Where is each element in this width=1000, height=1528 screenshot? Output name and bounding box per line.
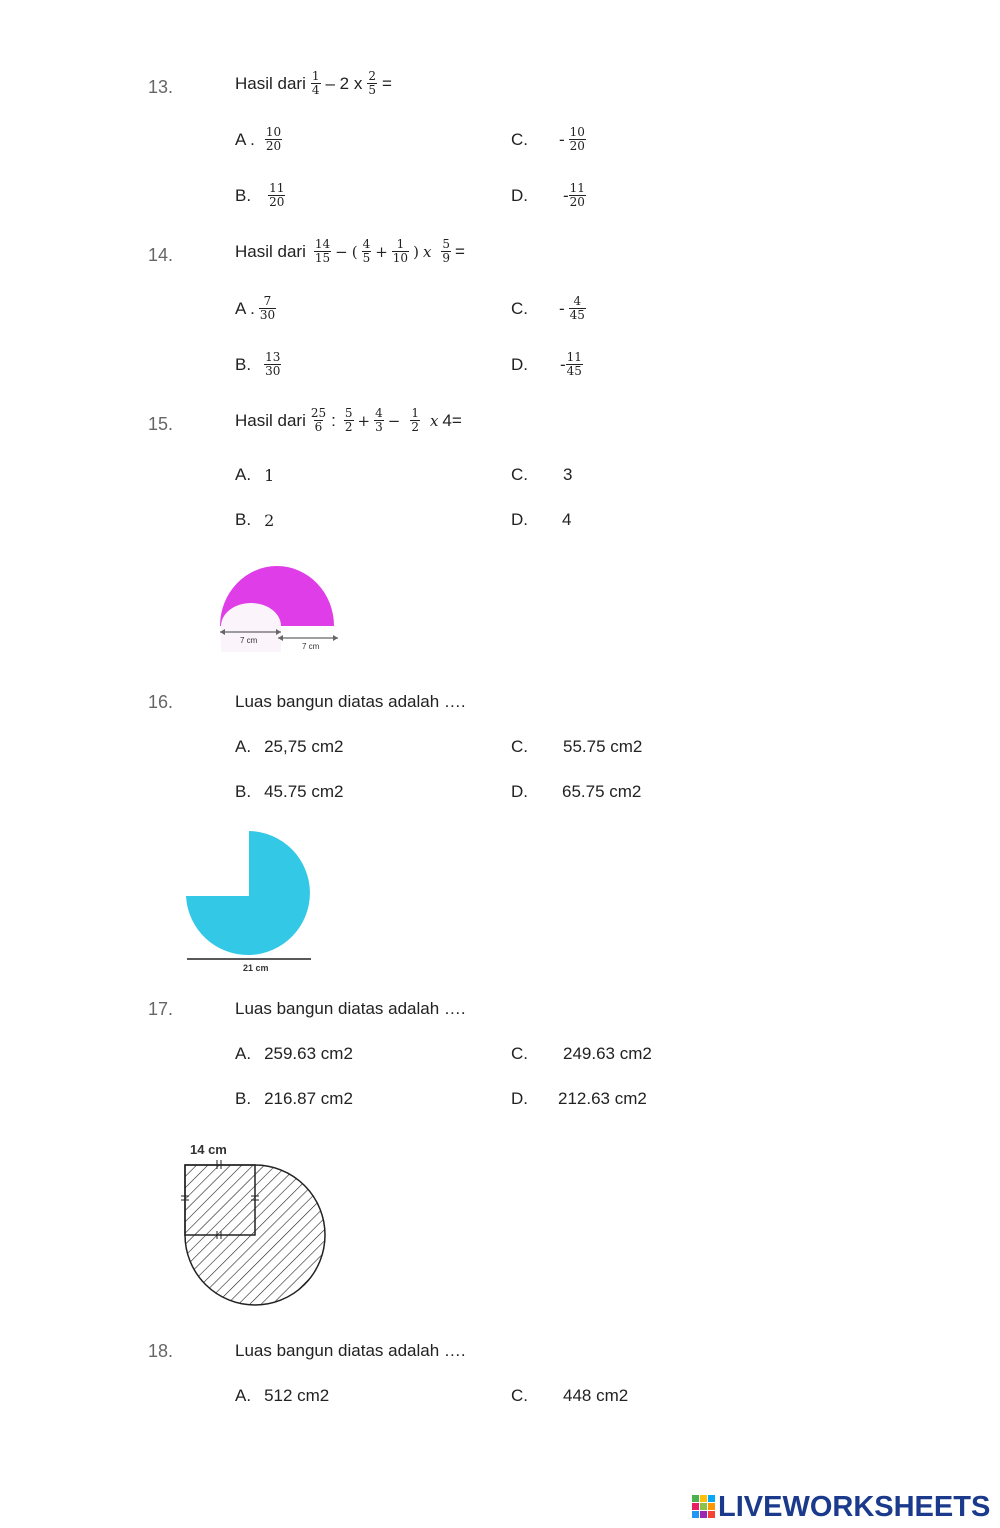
q13-option-c[interactable]: C. - $\frac{10}{20}$ (511, 125, 585, 153)
q18-hatched-figure (178, 1138, 333, 1313)
q16-option-a-value: 25,75 cm2 (264, 737, 344, 756)
q15-fraction-3: $\frac{4}{3}$ (375, 406, 383, 434)
q18-option-a[interactable]: A. 512 cm2 (235, 1386, 330, 1405)
q16-label-1: 7 cm (240, 636, 258, 645)
q14-option-a[interactable]: A . $\frac{7}{30}$ (235, 294, 276, 322)
q15-option-d-value: 4 (562, 510, 572, 529)
q17-option-c-value: 249.63 cm2 (563, 1044, 652, 1063)
q15-option-c-value: 3 (563, 465, 573, 484)
q18-label: 14 cm (190, 1142, 227, 1157)
q18-option-c-value: 448 cm2 (563, 1386, 629, 1405)
q14-option-a-value: $\frac{7}{30}$ (259, 294, 276, 322)
q13-fraction-2: $\frac{2}{5}$ (368, 69, 376, 97)
q15-fraction-1: $\frac{25}{6}$ (310, 406, 327, 434)
q16-option-b-value: 45.75 cm2 (264, 782, 344, 801)
q14-fraction-3: $\frac{1}{10}$ (392, 237, 409, 265)
question-18-number: 18. (148, 1341, 174, 1361)
q16-label-2: 7 cm (302, 642, 320, 651)
q13-option-b[interactable]: B. $\frac{11}{20}$ (235, 181, 285, 209)
q16-option-a[interactable]: A. 25,75 cm2 (235, 737, 344, 756)
q14-option-c[interactable]: C. - $\frac{4}{45}$ (511, 294, 585, 322)
q15-option-b[interactable]: B. 2 (235, 510, 275, 530)
question-16-number: 16. (148, 692, 174, 712)
question-16-text: Luas bangun diatas adalah …. (235, 692, 466, 711)
question-15-text: Hasil dari $\frac{25}{6}$ : $\frac{5}{2}$ + $\frac{4}{3}$ − $\frac{1}{2}$ x 4= (235, 406, 462, 434)
q17-option-a-value: 259.63 cm2 (264, 1044, 353, 1063)
q13-fraction-1: $\frac{1}{4}$ (311, 69, 320, 97)
q14-fraction-2: $\frac{4}{5}$ (362, 237, 371, 265)
q14-option-c-value: $\frac{4}{45}$ (569, 294, 585, 322)
q17-option-d-value: 212.63 cm2 (558, 1089, 647, 1108)
q14-option-b-value: $\frac{13}{30}$ (265, 350, 281, 378)
q17-option-b[interactable]: B. 216.87 cm2 (235, 1089, 353, 1108)
q13-option-a-value: $\frac{10}{20}$ (265, 125, 282, 153)
q13-option-d-value: $\frac{11}{20}$ (569, 181, 585, 209)
q14-option-d-value: $\frac{11}{45}$ (566, 350, 582, 378)
question-14-number: 14. (148, 245, 174, 265)
question-18-text: Luas bangun diatas adalah …. (235, 1341, 466, 1360)
q14-fraction-4: $\frac{5}{9}$ (442, 237, 451, 265)
q18-option-c[interactable]: C. 448 cm2 (511, 1386, 629, 1405)
q16-option-d[interactable]: D. 65.75 cm2 (511, 782, 642, 801)
q18-option-a-value: 512 cm2 (264, 1386, 330, 1405)
q15-option-d[interactable]: D. 4 (511, 510, 572, 529)
question-17-text: Luas bangun diatas adalah …. (235, 999, 466, 1018)
q17-option-d[interactable]: D. 212.63 cm2 (511, 1089, 647, 1108)
q15-fraction-2: $\frac{5}{2}$ (344, 406, 353, 434)
q13-option-c-value: $\frac{10}{20}$ (569, 125, 585, 153)
q17-option-a[interactable]: A. 259.63 cm2 (235, 1044, 353, 1063)
question-14-text: Hasil dari $\frac{14}{15}$ − ( $\frac{4}{5}$ + $\frac{1}{10}$ ) x $\frac{5}{9}$ = (235, 237, 465, 265)
question-13-text (235, 70, 392, 97)
q17-label: 21 cm (243, 963, 269, 973)
q13-suffix: = (382, 73, 392, 93)
q17-option-b-value: 216.87 cm2 (264, 1089, 353, 1108)
q17-three-quarter-circle-figure (180, 826, 320, 976)
q14-option-d[interactable]: D. - $\frac{11}{45}$ (511, 350, 582, 378)
question-15-number: 15. (148, 414, 174, 434)
q15-prefix: Hasil dari (235, 410, 306, 430)
liveworksheets-logo[interactable] (692, 1490, 990, 1524)
q14-prefix: Hasil dari (235, 241, 306, 261)
q13-option-d[interactable]: D. - $\frac{11}{20}$ (511, 181, 585, 209)
q16-option-c-value: 55.75 cm2 (563, 737, 643, 756)
q17-option-c[interactable]: C. 249.63 cm2 (511, 1044, 652, 1063)
q14-fraction-1: $\frac{14}{15}$ (314, 237, 331, 265)
q13-option-a[interactable]: A . $\frac{10}{20}$ (235, 125, 282, 153)
question-13-number: 13. (148, 77, 174, 97)
question-17-number: 17. (148, 999, 174, 1019)
liveworksheets-logo-icon (692, 1493, 718, 1521)
q16-semicircle-figure (212, 560, 347, 656)
q13-prefix: Hasil dari (235, 73, 306, 93)
q15-option-a-value: 1 (264, 465, 275, 485)
liveworksheets-logo-text: LIVEWORKSHEETS (718, 1490, 991, 1523)
q13-option-b-value: $\frac{11}{20}$ (269, 181, 285, 209)
q15-option-b-value: 2 (264, 510, 275, 530)
q16-option-c[interactable]: C. 55.75 cm2 (511, 737, 643, 756)
q17-shape (186, 831, 310, 955)
q15-option-c[interactable]: C. 3 (511, 465, 573, 484)
q15-option-a[interactable]: A. 1 (235, 465, 275, 485)
q14-option-b[interactable]: B. $\frac{13}{30}$ (235, 350, 281, 378)
q16-option-b[interactable]: B. 45.75 cm2 (235, 782, 344, 801)
q16-option-d-value: 65.75 cm2 (562, 782, 642, 801)
q13-operator: – 2 x (325, 73, 363, 93)
q15-fraction-4: $\frac{1}{2}$ (411, 406, 419, 434)
